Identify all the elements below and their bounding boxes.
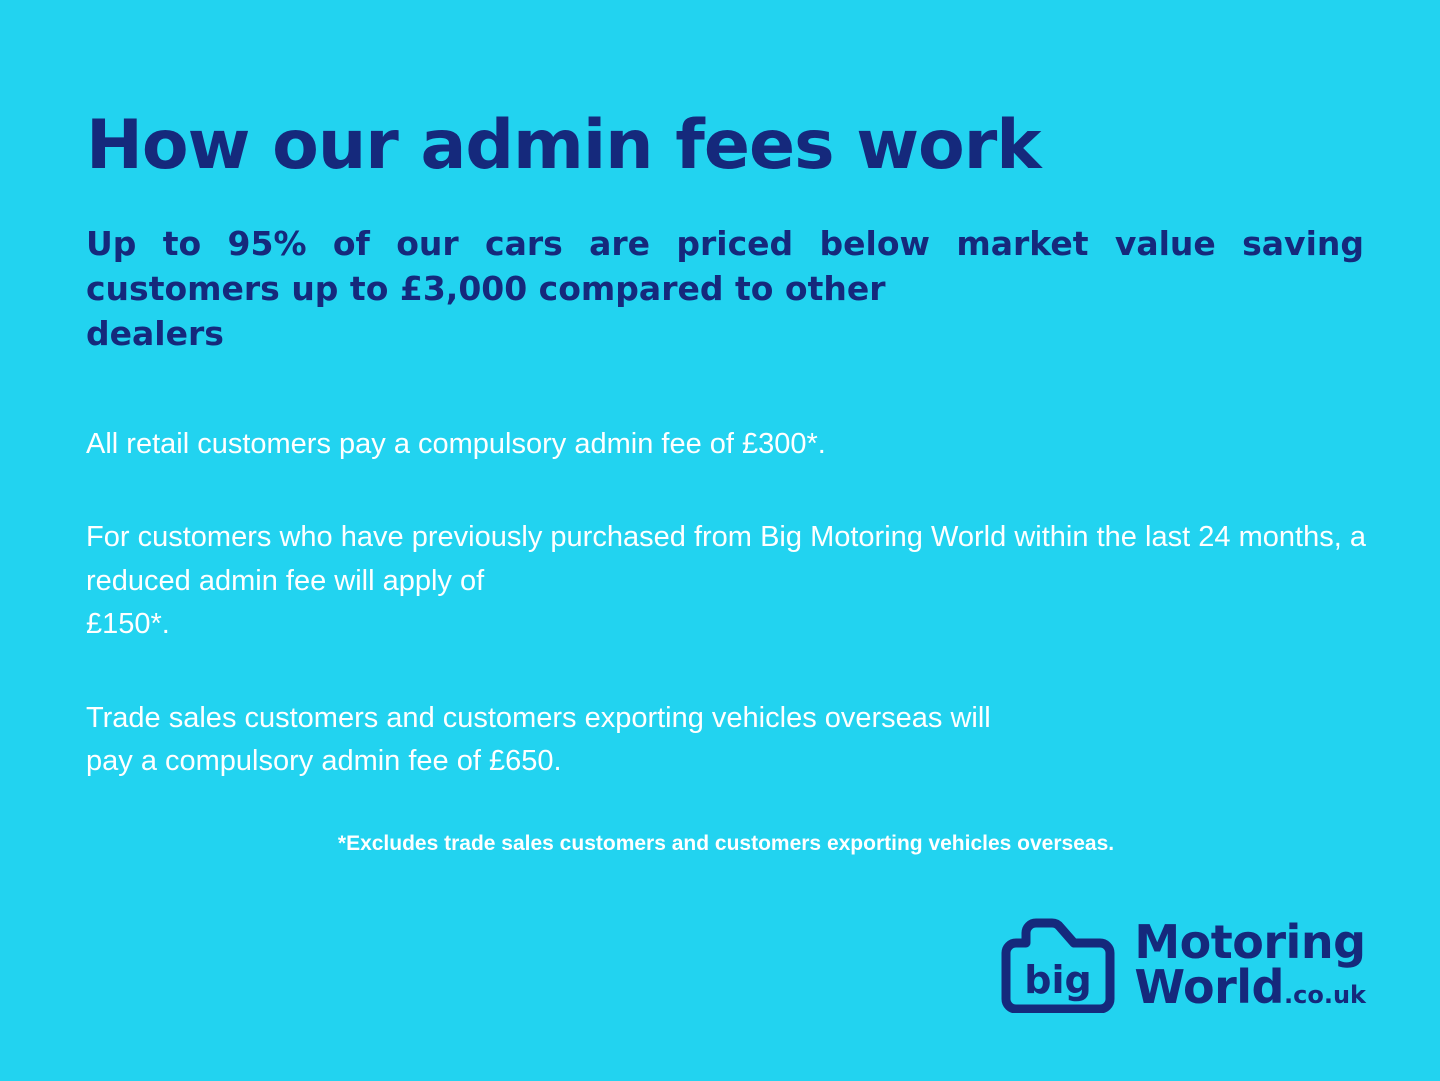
brand-logo-line2 [1134,960,1366,1014]
big-car-icon [996,917,1120,1013]
brand-logo [996,914,1366,1014]
paragraph-returning-customer-fee-last-line: £150*. [86,608,170,641]
page-title: How our admin fees work [86,106,1041,185]
svg-text:big: big [1024,958,1093,1002]
paragraph-trade-export-fee [86,647,1366,784]
paragraph-retail-fee [86,357,1366,467]
subheadline-last-line: dealers [86,313,224,353]
subheadline-main: Up to 95% of our cars are priced below market value saving customers up to £3,000 compared to other [86,224,1364,308]
paragraph-returning-customer-fee [86,466,1366,647]
subheadline [86,180,1364,357]
paragraph-retail-fee-text: All retail customers pay a compulsory admin fee of £300*. [86,427,826,460]
brand-logo-line2-word: World [1134,960,1284,1014]
paragraph-trade-export-fee-text: Trade sales customers and customers exporting vehicles overseas will [86,701,991,734]
brand-logo-line1: Motoring [1134,914,1366,969]
footnote: *Excludes trade sales customers and customers exporting vehicles overseas. [337,832,1115,855]
paragraph-trade-export-fee-last-line: pay a compulsory admin fee of £650. [86,745,562,778]
paragraph-returning-customer-fee-text: For customers who have previously purchased from Big Motoring World within the last 24 months, a reduced admin fee will apply of [86,521,1366,597]
brand-logo-text [1134,914,1366,1014]
brand-logo-tld: .co.uk [1284,981,1366,1009]
slide-content [86,0,1366,784]
